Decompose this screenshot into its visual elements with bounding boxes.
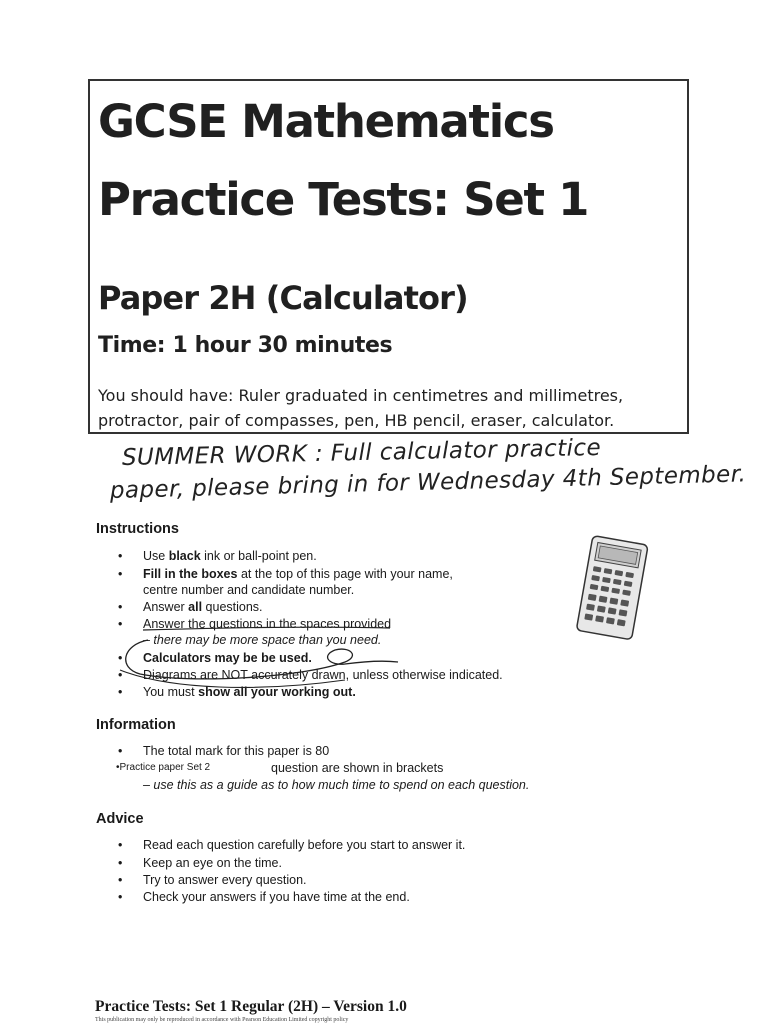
instruction-item: • You must show all your working out. xyxy=(118,685,356,699)
instruction-item: • Answer all questions. xyxy=(118,600,263,614)
footer-small-print: This publication may only be reproduced in accordance with Pearson Education Limited copyright policy xyxy=(95,1017,349,1023)
advice-item: • Try to answer every question. xyxy=(118,873,307,887)
instruction-item: • Fill in the boxes at the top of this page with your name, xyxy=(118,567,453,581)
advice-item: • Check your answers if you have time at the end. xyxy=(118,890,410,904)
bullet: • xyxy=(118,685,123,699)
advice-item: • Keep an eye on the time. xyxy=(118,856,282,870)
bullet: • xyxy=(118,873,123,887)
title-line-2: Practice Tests: Set 1 xyxy=(98,173,589,226)
bullet: • xyxy=(118,651,123,665)
bullet: • xyxy=(118,567,123,581)
handwritten-note-line-1: SUMMER WORK : Full calculator practice xyxy=(121,434,602,471)
equipment-line-1: You should have: Ruler graduated in centimetres and millimetres, xyxy=(98,386,624,405)
bullet: • xyxy=(116,762,120,773)
bullet: • xyxy=(118,838,123,852)
time-allowed: Time: 1 hour 30 minutes xyxy=(98,333,393,358)
information-item-text: question are shown in brackets xyxy=(271,761,444,775)
pen-loop xyxy=(118,640,398,679)
footer-title: Practice Tests: Set 1 Regular (2H) – Version 1.0 xyxy=(95,998,407,1015)
equipment-line-2: protractor, pair of compasses, pen, HB pencil, eraser, calculator. xyxy=(98,411,615,430)
instruction-item: • Use black ink or ball-point pen. xyxy=(118,549,317,563)
bullet: • xyxy=(118,600,123,614)
information-item-overwrite: •Practice paper Set 2 xyxy=(116,762,211,773)
bullet: • xyxy=(118,668,123,682)
bullet: • xyxy=(118,744,123,758)
advice-heading: Advice xyxy=(96,811,144,827)
instruction-item: • Calculators may be be used. xyxy=(118,651,312,665)
paper-title: Paper 2H (Calculator) xyxy=(98,279,468,317)
bullet: • xyxy=(118,890,123,904)
instruction-item-continued: – there may be more space than you need. xyxy=(143,633,382,647)
calculator-icon xyxy=(572,534,656,644)
information-item: • The total mark for this paper is 80 xyxy=(118,744,330,758)
information-heading: Information xyxy=(96,717,176,733)
bullet: • xyxy=(118,856,123,870)
bullet: • xyxy=(118,617,123,631)
title-line-1: GCSE Mathematics xyxy=(98,95,554,148)
handwritten-note-line-2: paper, please bring in for Wednesday 4th September. xyxy=(109,461,747,504)
instruction-item: • Answer the questions in the spaces provided xyxy=(118,617,392,631)
instruction-item-continued: centre number and candidate number. xyxy=(143,583,355,597)
instructions-heading: Instructions xyxy=(96,521,179,537)
information-item-continued: – use this as a guide as to how much time to spend on each question. xyxy=(143,778,530,792)
bullet: • xyxy=(118,549,123,563)
instruction-item: • Diagrams are NOT accurately drawn, unless otherwise indicated. xyxy=(118,668,503,682)
advice-item: • Read each question carefully before you start to answer it. xyxy=(118,838,466,852)
pen-underline xyxy=(143,627,390,630)
